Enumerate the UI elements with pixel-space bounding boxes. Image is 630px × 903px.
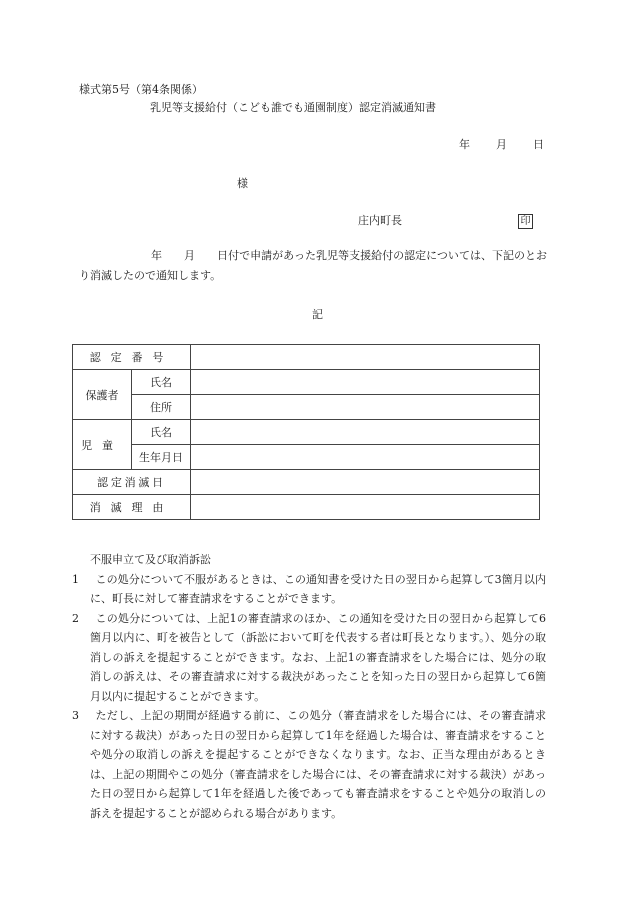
body-month-label: 月 xyxy=(184,249,196,262)
body-text: 日付で申請があった乳児等支援給付の認定については、下記のとおり消滅したので通知します。 xyxy=(79,249,548,282)
appeal-title: 不服申立て及び取消訴訟 xyxy=(90,553,211,566)
reason-label: 消滅理由 xyxy=(73,495,191,520)
child-name-value[interactable] xyxy=(191,420,540,445)
appeal-item-text: この処分について不服があるときは、この通知書を受けた日の翌日から起算して3箇月以内に、町長に対して審査請求をすることができます。 xyxy=(90,572,546,605)
cert-number-label: 認定番号 xyxy=(73,345,191,370)
body-paragraph xyxy=(79,246,547,286)
appeal-item-3 xyxy=(72,706,546,823)
ki-heading: 記 xyxy=(312,308,323,321)
form-number: 様式第5号（第4条関係） xyxy=(79,83,203,96)
cert-number-value[interactable] xyxy=(191,345,540,370)
table-row xyxy=(73,445,540,470)
guardian-address-label: 住所 xyxy=(132,395,191,420)
guardian-name-label: 氏名 xyxy=(132,370,191,395)
seal-mark: 印 xyxy=(518,214,533,229)
addressee-suffix: 様 xyxy=(237,177,248,190)
appeal-item-number: 2 xyxy=(72,611,79,625)
appeal-item-text: この処分については、上記1の審査請求のほか、この通知を受けた日の翌日から起算して6箇月以内に、町を被告として（訴訟において町を代表する者は町長となります。）、処分の取消しの訴えを提起することができます。なお、上記1の審査請求をした場合には、処分の取消しの訴えは、その審査請求に対する裁決があったことを知った日の翌日から起算して6箇月以内に提起することができます。 xyxy=(90,611,546,703)
appeal-item-number: 1 xyxy=(72,572,79,586)
appeal-item-text: ただし、上記の期間が経過する前に、この処分（審査請求をした場合には、その審査請求に対する裁決）があった日の翌日から起算して1年を経過した場合は、審査請求をすることや処分の取消しの訴えを提起することができなくなります。なお、正当な理由があるときは、上記の期間やこの処分（審査請求をした場合には、その審査請求に対する裁決）があった日の翌日から起算して1年を経過した後であっても審査請求をすることや処分の取消しの訴えを提起することが認められる場合があります。 xyxy=(90,709,546,820)
child-name-label: 氏名 xyxy=(132,420,191,445)
guardian-label: 保護者 xyxy=(73,370,132,420)
child-label: 児童 xyxy=(73,420,132,470)
document-title: 乳児等支援給付（こども誰でも通園制度）認定消滅通知書 xyxy=(150,101,436,114)
guardian-address-value[interactable] xyxy=(191,395,540,420)
issue-day-label: 日 xyxy=(533,138,544,151)
issuer-name: 庄内町長 xyxy=(358,214,402,227)
child-birthdate-value[interactable] xyxy=(191,445,540,470)
table-row xyxy=(73,395,540,420)
expiry-date-label: 認定消滅日 xyxy=(73,470,191,495)
table-row xyxy=(73,345,540,370)
details-table xyxy=(72,344,540,520)
child-birthdate-label: 生年月日 xyxy=(132,445,191,470)
appeal-item-1 xyxy=(72,570,546,609)
expiry-date-value[interactable] xyxy=(191,470,540,495)
appeal-notice xyxy=(72,550,546,823)
issue-year-label: 年 xyxy=(459,138,470,151)
table-row xyxy=(73,370,540,395)
table-row xyxy=(73,495,540,520)
table-row xyxy=(73,470,540,495)
appeal-item-2 xyxy=(72,609,546,707)
body-year-label: 年 xyxy=(151,249,163,262)
appeal-item-number: 3 xyxy=(72,709,79,722)
reason-value[interactable] xyxy=(191,495,540,520)
issue-month-label: 月 xyxy=(496,138,507,151)
table-row xyxy=(73,420,540,445)
guardian-name-value[interactable] xyxy=(191,370,540,395)
